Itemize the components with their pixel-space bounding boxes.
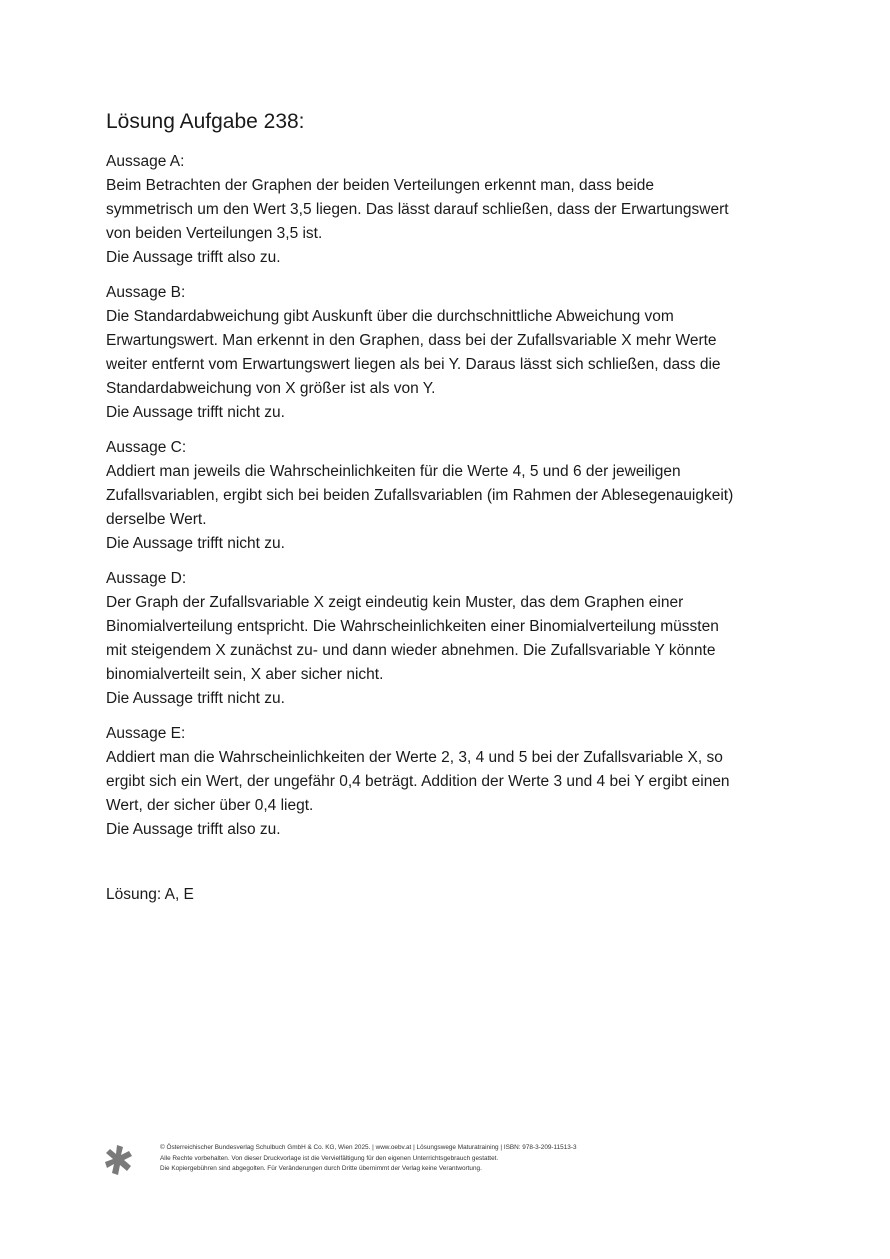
text-line: binomialverteilt sein, X aber sicher nicht. [106, 666, 384, 683]
text-line: Der Graph der Zufallsvariable X zeigt eindeutig kein Muster, das dem Graphen einer [106, 594, 684, 611]
statement-e [106, 722, 796, 842]
publisher-logo-icon [104, 1144, 134, 1176]
text-line: Die Aussage trifft nicht zu. [106, 690, 285, 707]
statement-d [106, 567, 796, 711]
statement-a [106, 150, 796, 270]
text-line: von beiden Verteilungen 3,5 ist. [106, 225, 323, 242]
text-line: ergibt sich ein Wert, der ungefähr 0,4 beträgt. Addition der Werte 3 und 4 bei Y ergibt einen [106, 773, 730, 790]
text-line: Die Aussage trifft also zu. [106, 249, 281, 266]
footer-line: Die Kopiergebühren sind abgegolten. Für Veränderungen durch Dritte übernimmt der Verlag keine Verantwortung. [160, 1165, 482, 1172]
text-line: Erwartungswert. Man erkennt in den Graphen, dass bei der Zufallsvariable X mehr Werte [106, 332, 717, 349]
text-line: Addiert man die Wahrscheinlichkeiten der Werte 2, 3, 4 und 5 bei der Zufallsvariable X, so [106, 749, 723, 766]
text-line: Die Standardabweichung gibt Auskunft über die durchschnittliche Abweichung vom [106, 308, 674, 325]
text-line: Zufallsvariablen, ergibt sich bei beiden Zufallsvariablen (im Rahmen der Ablesegenauigkeit) [106, 487, 734, 504]
text-line: Die Aussage trifft nicht zu. [106, 535, 285, 552]
statement-b [106, 281, 796, 425]
statement-heading: Aussage A: [106, 153, 185, 170]
statement-heading: Aussage D: [106, 570, 187, 587]
text-line: Die Aussage trifft nicht zu. [106, 404, 285, 421]
text-line: Beim Betrachten der Graphen der beiden Verteilungen erkennt man, dass beide [106, 177, 655, 194]
text-line: weiter entfernt vom Erwartungswert liegen als bei Y. Daraus lässt sich schließen, dass die [106, 356, 721, 373]
statement-c [106, 436, 796, 556]
text-line: Wert, der sicher über 0,4 liegt. [106, 797, 314, 814]
text-line: derselbe Wert. [106, 511, 207, 528]
text-line: mit steigendem X zunächst zu- und dann wieder abnehmen. Die Zufallsvariable Y könnte [106, 642, 716, 659]
text-line: Die Aussage trifft also zu. [106, 821, 281, 838]
footer-line: © Österreichischer Bundesverlag Schulbuch GmbH & Co. KG, Wien 2025. | www.oebv.at | Lösungswege Maturatraining | ISBN: 978-3-209-11513-3 [160, 1144, 577, 1151]
text-line: Standardabweichung von X größer ist als von Y. [106, 380, 436, 397]
footer-line: Alle Rechte vorbehalten. Von dieser Druckvorlage ist die Vervielfältigung für den eigenen Unterrichtsgebrauch gestattet. [160, 1154, 499, 1162]
text-line: Binomialverteilung entspricht. Die Wahrscheinlichkeiten einer Binomialverteilung müssten [106, 618, 719, 635]
final-solution: Lösung: A, E [106, 886, 194, 903]
solution-body [106, 150, 796, 853]
text-line: Addiert man jeweils die Wahrscheinlichkeiten für die Werte 4, 5 und 6 der jeweiligen [106, 463, 681, 480]
text-line: symmetrisch um den Wert 3,5 liegen. Das lässt darauf schließen, dass der Erwartungswert [106, 201, 729, 218]
copyright-notice [160, 1143, 760, 1175]
page-title: Lösung Aufgabe 238: [106, 110, 305, 133]
statement-heading: Aussage C: [106, 439, 187, 456]
statement-heading: Aussage B: [106, 284, 186, 301]
statement-heading: Aussage E: [106, 725, 186, 742]
